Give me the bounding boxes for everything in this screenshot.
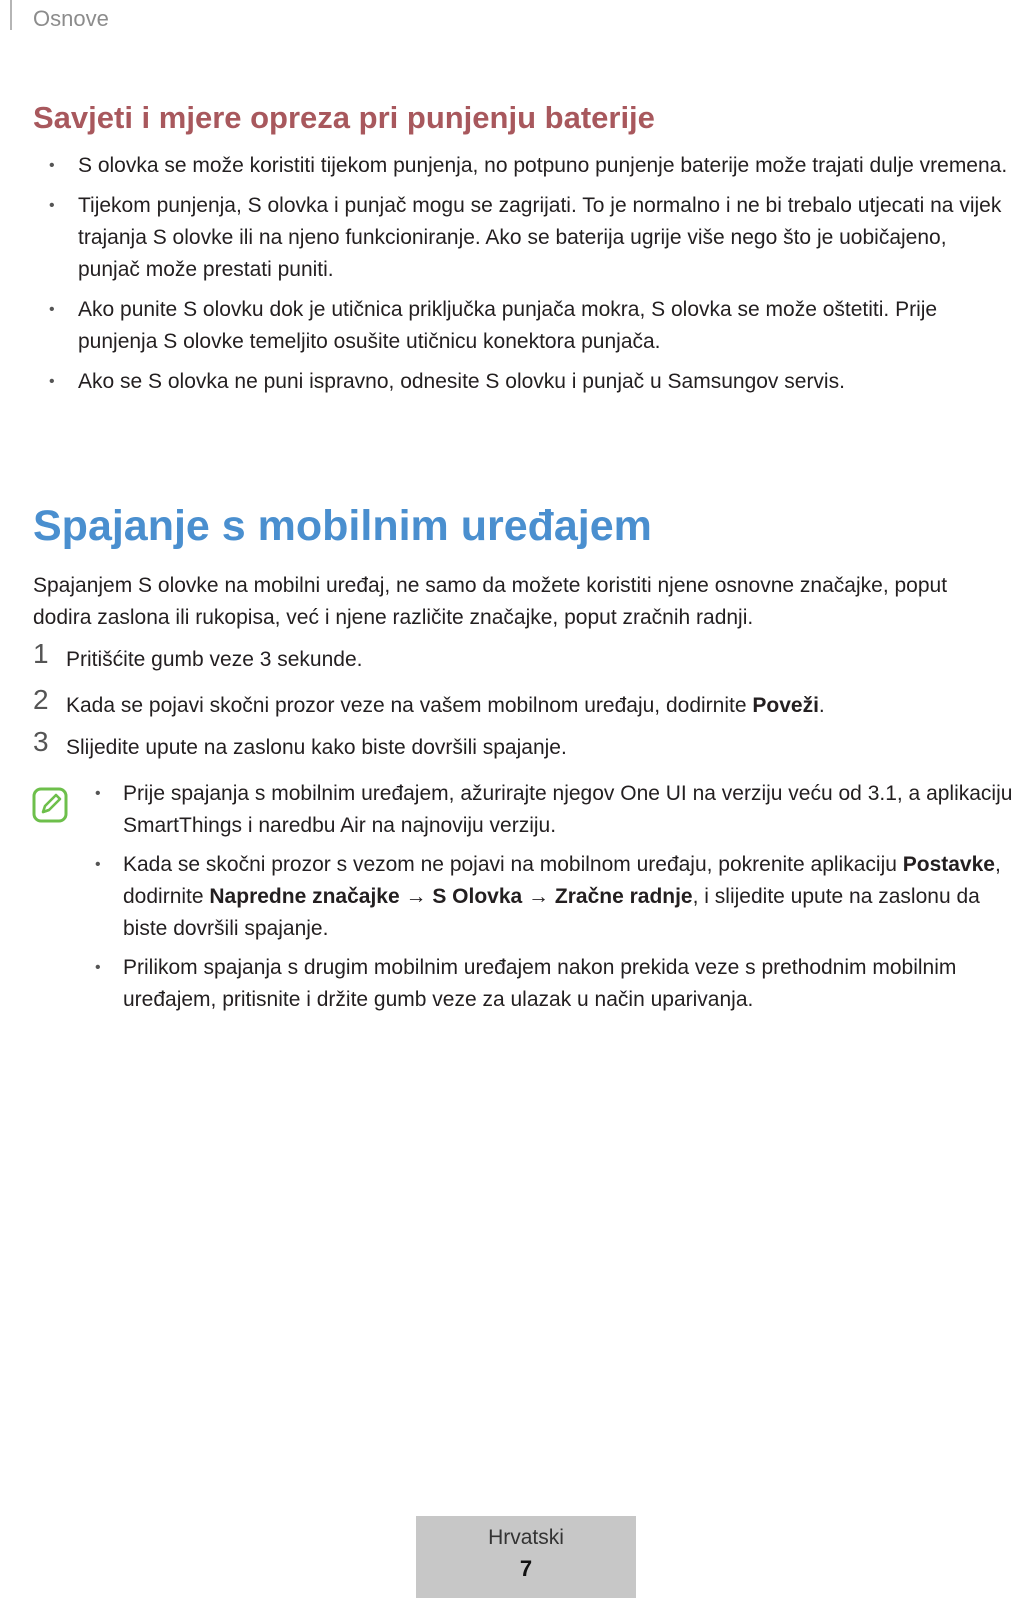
step-text: Pritišćite gumb veze 3 sekunde. xyxy=(66,648,363,671)
advanced-features-label: Napredne značajke xyxy=(209,885,400,908)
notes-list xyxy=(95,778,1015,1023)
settings-label: Postavke xyxy=(902,853,995,876)
bullet-icon: • xyxy=(95,959,101,976)
list-item: • Tijekom punjenja, S olovka i punjač mogu se zagrijati. To je normalno i ne bi trebalo utjecati na vijek trajanja S olovke ili na njeno funkcioniranje. Ako se baterija ugrije više nego što je uobičajeno, punjač može prestati puniti. xyxy=(33,190,1008,286)
list-item: • Prije spajanja s mobilnim uređajem, ažurirajte njegov One UI na verziju veću od 3.1, a aplikaciju SmartThings i naredbu Air na najnoviju verziju. xyxy=(95,778,1015,842)
step-number: 1 xyxy=(33,638,49,669)
bullet-icon: • xyxy=(49,197,55,214)
bullet-icon: • xyxy=(95,856,101,873)
note-pencil-icon xyxy=(31,786,69,824)
footer-language: Hrvatski xyxy=(488,1526,564,1549)
battery-tips-list xyxy=(33,150,1008,406)
page-footer xyxy=(416,1516,636,1598)
list-item: • Ako punite S olovku dok je utičnica priključka punjača mokra, S olovka se može oštetiti. Prije punjenja S olovke temeljito osušite utičnicu konektora punjača. xyxy=(33,294,1008,358)
arrow-icon: → xyxy=(399,885,433,908)
list-item: • Prilikom spajanja s drugim mobilnim uređajem nakon prekida veze s prethodnim mobilnim uređajem, pritisnite i držite gumb veze za ulazak u način uparivanja. xyxy=(95,952,1015,1016)
air-actions-label: Zračne radnje xyxy=(554,885,693,908)
list-item: • S olovka se može koristiti tijekom punjenja, no potpuno punjenje baterije može trajati dulje vremena. xyxy=(33,150,1008,182)
s-pen-label: S Olovka xyxy=(432,885,523,908)
list-item: • Kada se skočni prozor s vezom ne pojavi na mobilnom uređaju, pokrenite aplikaciju Postavke, dodirnite Napredne značajke → S Olovka → Zračne radnje, i slijedite upute na zaslonu da biste dovršili spajanje. xyxy=(95,849,1015,945)
page-title: Spajanje s mobilnim uređajem xyxy=(33,502,652,550)
step-text: Kada se pojavi skočni prozor veze na vašem mobilnom uređaju, dodirnite Poveži. xyxy=(66,694,825,717)
arrow-icon: → xyxy=(522,885,555,908)
battery-section-title: Savjeti i mjere opreza pri punjenju baterije xyxy=(33,100,655,135)
step-text: Slijedite upute na zaslonu kako biste dovršili spajanje. xyxy=(66,736,567,759)
list-item: • Ako se S olovka ne puni ispravno, odnesite S olovku i punjač u Samsungov servis. xyxy=(33,366,1008,398)
intro-paragraph: Spajanjem S olovke na mobilni uređaj, ne samo da možete koristiti njene osnovne značajke, poput dodira zaslona ili rukopisa, već i njene različite značajke, poput zračnih radnji. xyxy=(33,574,948,629)
header-divider xyxy=(10,0,12,30)
bullet-icon: • xyxy=(49,301,55,318)
bullet-icon: • xyxy=(49,373,55,390)
step-number: 2 xyxy=(33,684,49,715)
connect-label: Poveži xyxy=(752,694,819,717)
section-header: Osnove xyxy=(33,6,109,31)
bullet-icon: • xyxy=(49,157,55,174)
page-number: 7 xyxy=(519,1556,533,1581)
bullet-icon: • xyxy=(95,785,101,802)
step-number: 3 xyxy=(33,726,49,757)
